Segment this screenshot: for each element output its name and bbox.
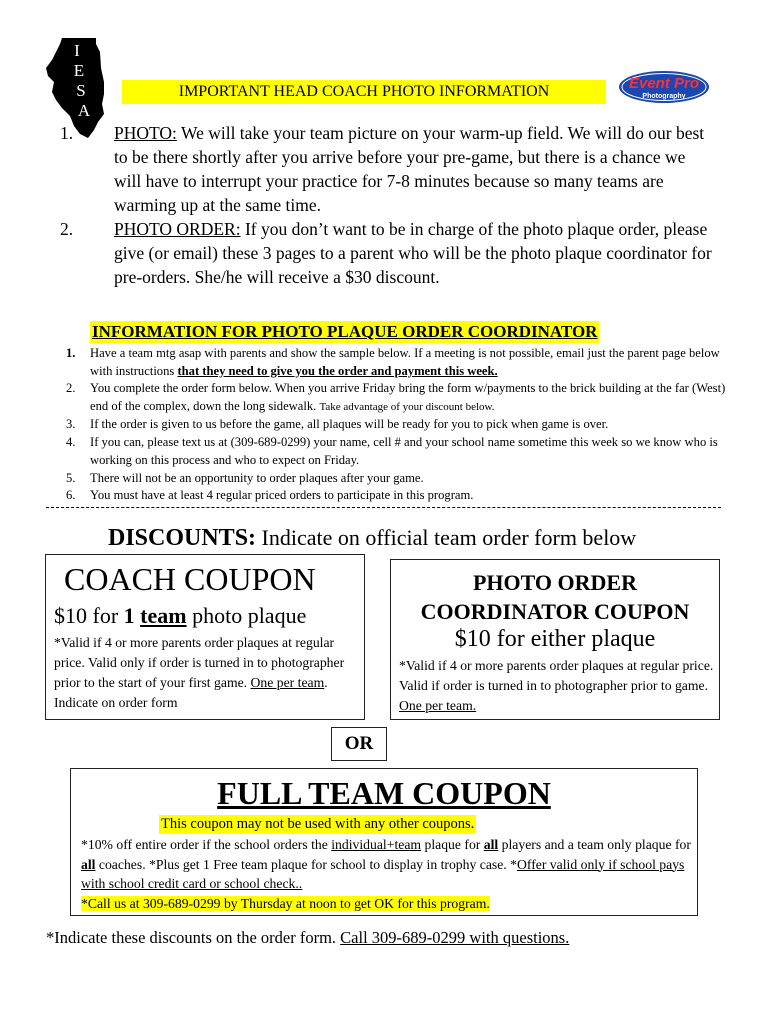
- step-num: 5.: [66, 471, 76, 485]
- coordinator-coupon-title-line1: PHOTO ORDER: [472, 570, 637, 595]
- full-team-coupon: [70, 768, 698, 916]
- team-call-line: *Call us at 309-689-0299 by Thursday at noon to get OK for this program.: [81, 895, 490, 911]
- svg-text:A: A: [77, 101, 91, 120]
- coordinator-coupon: [390, 559, 720, 720]
- coord-body-text: *Valid if 4 or more parents order plaques at regular price. Valid if order is turned in to photographer prior to game.: [399, 658, 714, 693]
- footer-call: Call 309-689-0299 with questions.: [340, 928, 570, 947]
- coach-coupon-subtitle: [54, 603, 306, 629]
- coach-body-underline: One per team: [250, 675, 325, 690]
- coach-sub-team: team: [140, 603, 187, 628]
- svg-text:I: I: [74, 41, 80, 60]
- intro-num: 2.: [60, 219, 74, 239]
- coordinator-heading: INFORMATION FOR PHOTO PLAQUE ORDER COORDINATOR: [92, 322, 598, 341]
- team-body-all-2: all: [81, 856, 96, 872]
- intro-label: PHOTO:: [114, 123, 177, 143]
- discounts-heading: [108, 525, 636, 552]
- step-body: You complete the order form below. When you arrive Friday bring the form w/payments to the brick building at the far (West) end of the complex, down the long sidewalk.: [90, 381, 726, 413]
- step-num: 1.: [66, 346, 76, 360]
- team-body-1: *10% off entire order if the school orders the: [81, 837, 332, 852]
- step-num: 6.: [66, 488, 76, 502]
- step-text: There will not be an opportunity to order plaques after your game.: [90, 471, 424, 485]
- discounts-text: Indicate on official team order form below: [256, 525, 637, 550]
- intro-num: 1.: [60, 123, 74, 143]
- footer-text: *Indicate these discounts on the order form.: [46, 928, 341, 947]
- intro-body: If you don’t want to be in charge of the photo plaque order, please give (or email) these 3 pages to a parent who will be the photo plaque coordinator for pre-orders. She/he will receive a $30 discount.: [114, 219, 712, 287]
- team-body-underline: individual+team: [331, 837, 422, 852]
- coach-sub-post: photo plaque: [186, 603, 307, 628]
- footer-note: [46, 928, 569, 948]
- coach-coupon-title: COACH COUPON: [64, 561, 316, 597]
- step-num: 4.: [66, 435, 76, 449]
- step-num: 3.: [66, 417, 76, 431]
- intro-label: PHOTO ORDER:: [114, 219, 241, 239]
- full-team-coupon-body: [81, 835, 691, 913]
- team-body-all: all: [483, 837, 499, 852]
- step-body: Have a team mtg asap with parents and show the sample below. If a meeting is not possible, email just the parent page below with instructions: [90, 346, 720, 378]
- or-box: [331, 727, 387, 761]
- team-body-3: players and a team only plaque for: [498, 837, 691, 852]
- step-text: If you can, please text us at (309-689-0299) your name, cell # and your school name sometime this week so we know who is working on this process and who to expect on Friday.: [90, 435, 718, 467]
- coach-coupon: [45, 554, 365, 720]
- full-team-coupon-title: FULL TEAM COUPON: [217, 775, 551, 811]
- coach-coupon-body: [54, 633, 360, 713]
- step-text: [90, 380, 730, 416]
- svg-text:S: S: [76, 81, 86, 100]
- intro-text: [114, 121, 714, 217]
- step-num: 2.: [66, 381, 76, 395]
- coordinator-coupon-body: [399, 656, 715, 716]
- coach-body-post: . Indicate on order form: [54, 675, 328, 710]
- intro-body: We will take your team picture on your warm-up field. We will do our best to be there shortly after you arrive before your pre-game, but there is a chance we will have to interrupt your practice for 7-8 minutes because so many teams are warming up at the same time.: [114, 123, 705, 215]
- svg-text:Photography: Photography: [642, 93, 686, 100]
- full-team-coupon-note: This coupon may not be used with any other coupons.: [161, 816, 475, 832]
- discounts-label: DISCOUNTS:: [108, 525, 257, 551]
- or-label: OR: [344, 733, 374, 754]
- step-small: Take advantage of your discount below.: [319, 400, 495, 413]
- svg-text:E: E: [73, 61, 85, 80]
- coordinator-coupon-title-line2: COORDINATOR COUPON: [420, 599, 690, 624]
- event-pro-logo: [618, 70, 710, 104]
- coordinator-coupon-subtitle: $10 for either plaque: [454, 626, 656, 652]
- step-emphasis: that they need to give you the order and payment this week.: [177, 363, 498, 378]
- team-body-2: plaque for: [421, 837, 484, 852]
- event-pro-logo-text: Event Pro: [628, 75, 700, 92]
- step-text: [90, 345, 730, 380]
- team-body-underline-2: Offer valid only if school pays with school credit card or school check..: [81, 856, 685, 891]
- intro-text: [114, 217, 714, 289]
- dashed-divider: [46, 507, 721, 508]
- step-text: If the order is given to us before the game, all plaques will be ready for you to pick when game is over.: [90, 417, 609, 431]
- step-text: You must have at least 4 regular priced orders to participate in this program.: [90, 488, 474, 502]
- team-body-4: coaches. *Plus get 1 Free team plaque for school to display in trophy case. *: [95, 856, 517, 872]
- coord-body-underline: One per team.: [399, 698, 477, 713]
- coordinator-coupon-title: [391, 568, 719, 626]
- coach-sub-pre: $10 for: [54, 603, 124, 628]
- coach-sub-bold: 1: [123, 603, 135, 628]
- coach-body-text: *Valid if 4 or more parents order plaques at regular price. Valid only if order is turned in to photographer prior to the start of your first game.: [54, 635, 345, 690]
- header-title: IMPORTANT HEAD COACH PHOTO INFORMATION: [122, 80, 606, 104]
